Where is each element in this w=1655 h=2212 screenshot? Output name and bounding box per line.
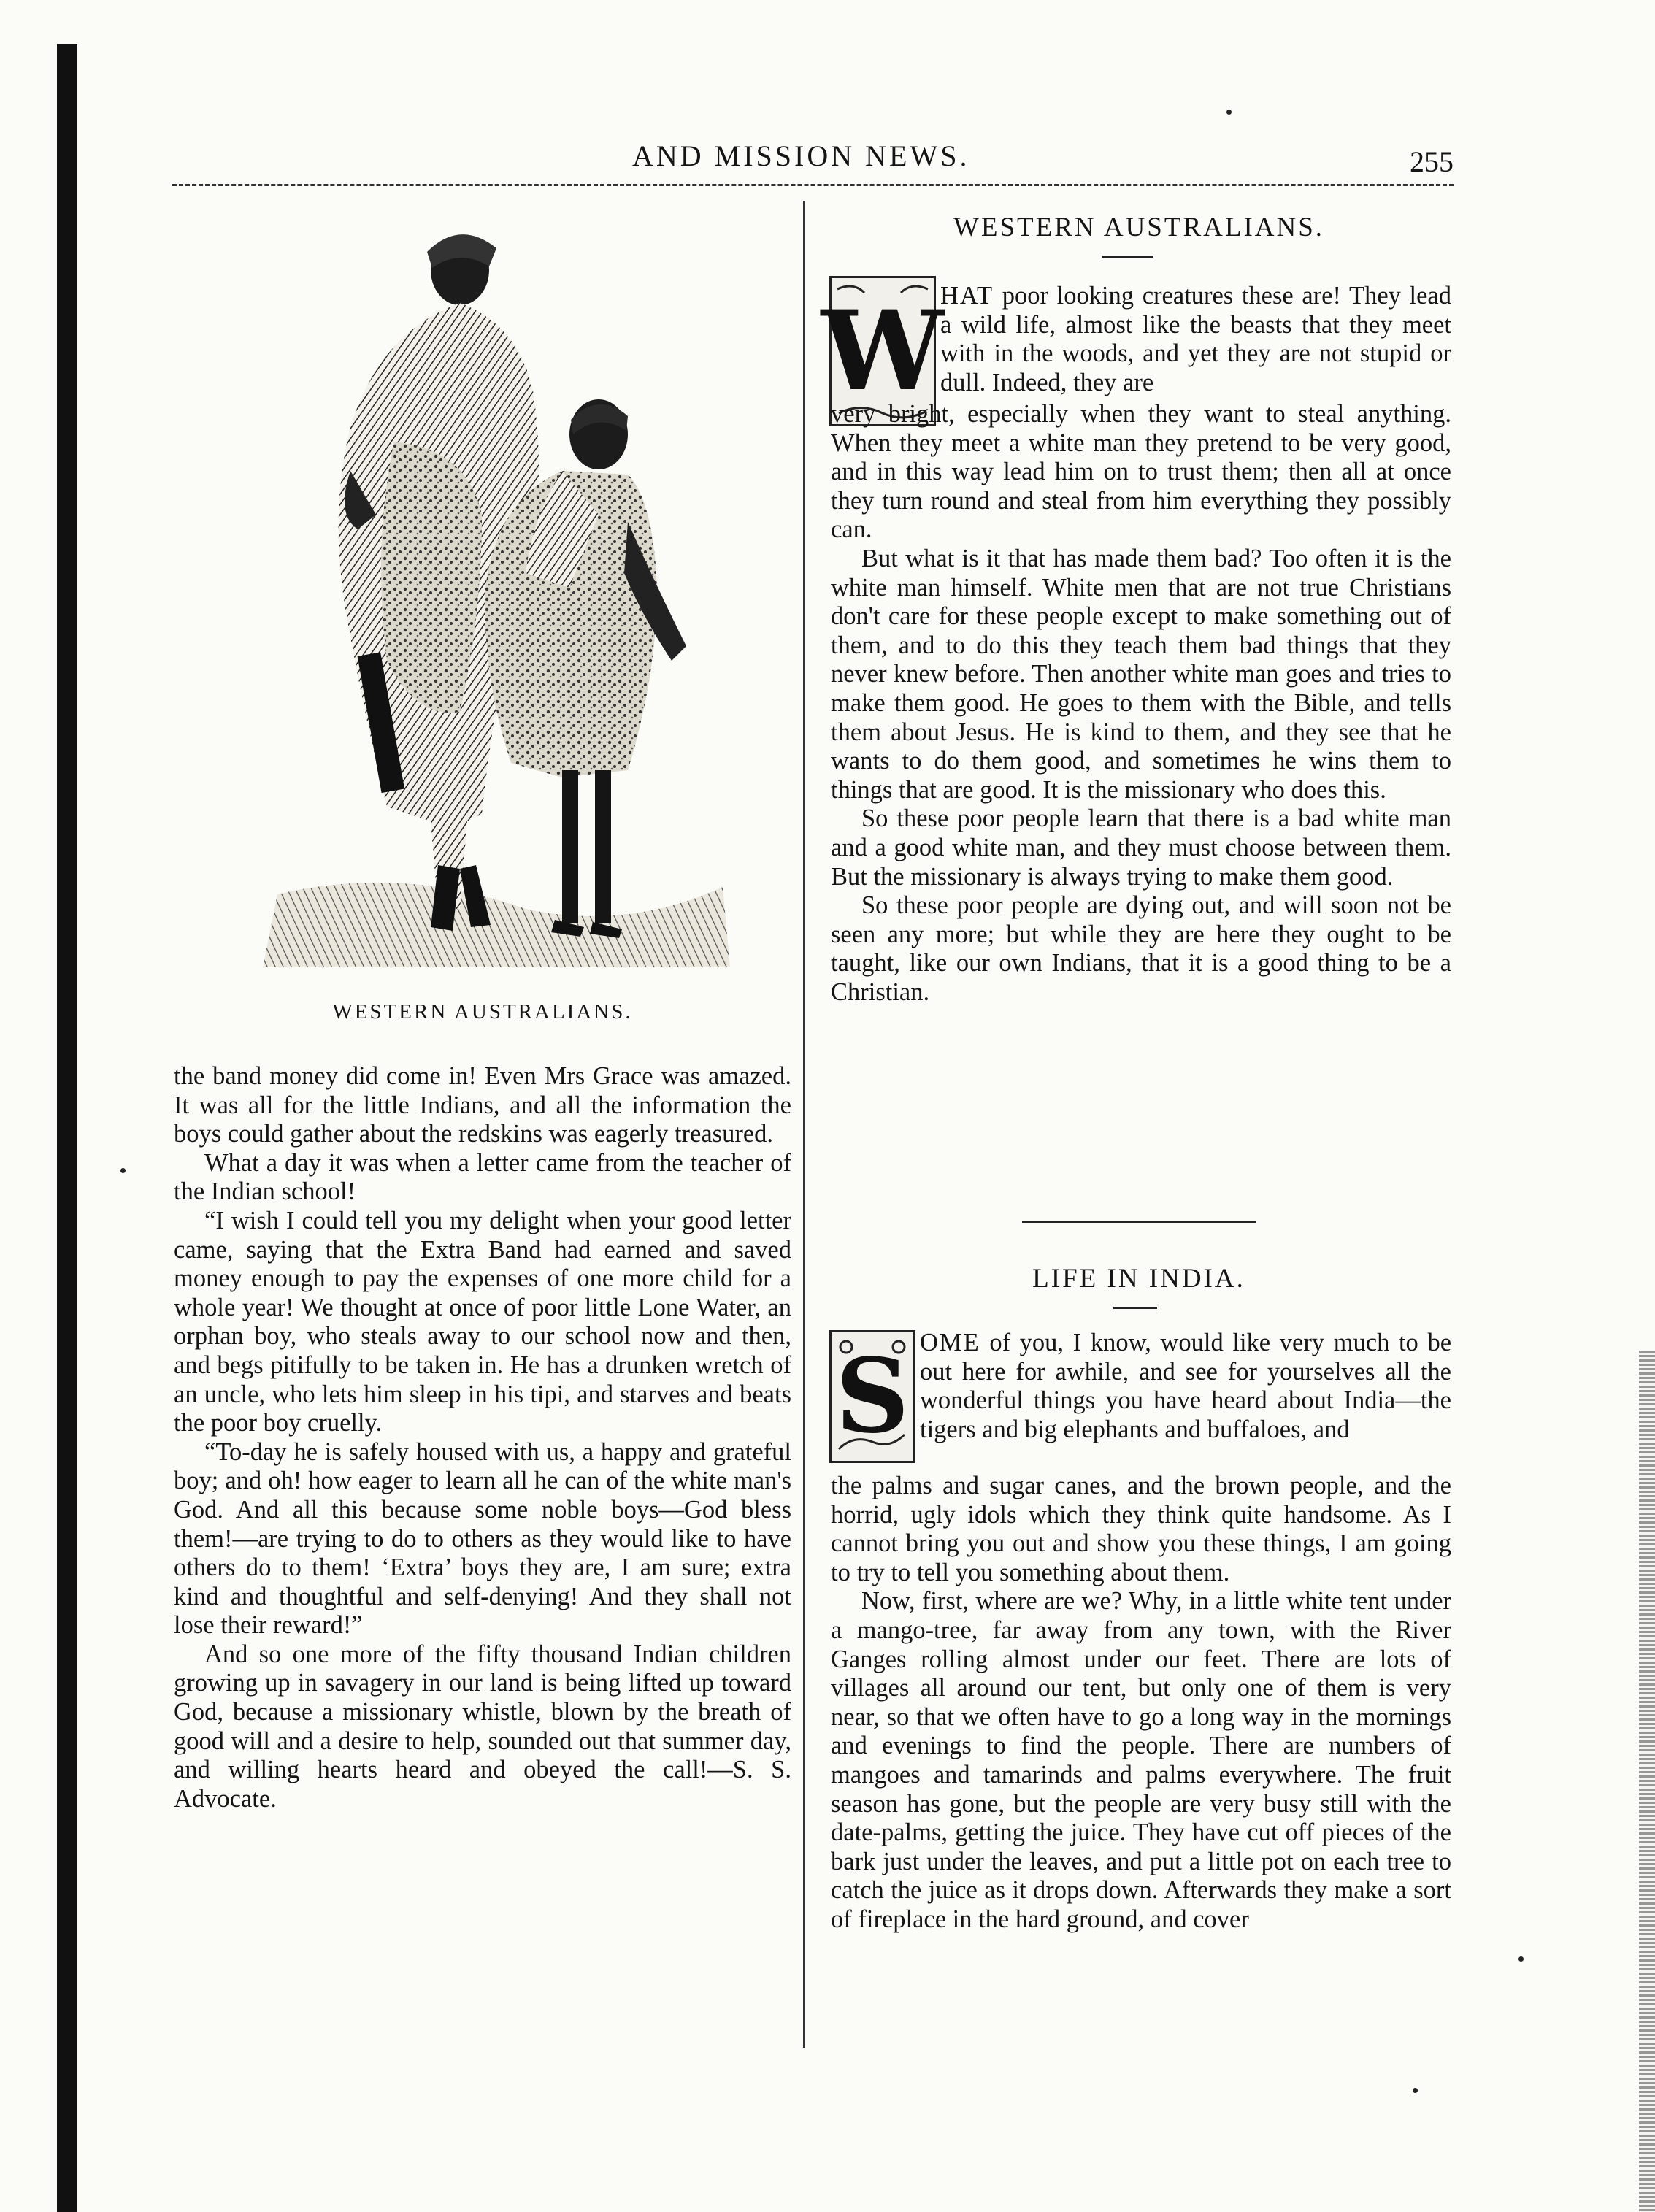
article-title: WESTERN AUSTRALIANS. [953, 212, 1325, 242]
article-opening [940, 282, 1451, 397]
paragraph: “I wish I could tell you my delight when your good letter came, saying that the Extra Band had earned and saved money enough to pay the expenses of one more child for a whole year! We thought at once of poor little Lone Water, an orphan boy, who steals away to our school now and then, and begs pitifully to be taken in. He has a drunken wretch of an uncle, who lets him sleep in his tipi, and starves and beats the poor boy cruelly. [174, 1206, 791, 1437]
opening-text: of you, I know, would like very much to be out here for awhile, and see for yourselves all the wonderful things you have heard about India—the tigers and big elephants and buffaloes, and [920, 1329, 1452, 1443]
drop-cap-letter: W [821, 287, 945, 415]
ink-speck [1518, 1956, 1524, 1962]
paragraph: But what is it that has made them bad? Too often it is the white man himself. White men that are not true Christians don't care for these people except to make something out of them, and to do this they teach them bad things that they never knew before. Then another white man goes and tries to make them good. He goes to them with the Bible, and tells them about Jesus. He is kind to them, and they see that he wants to do them good, and sometimes he wins them to things that are good. It is the missionary who does this. [831, 544, 1451, 804]
paragraph: And so one more of the fifty thousand Indian children growing up in savagery in our land is being lifted up toward God, because a missionary whistle, blown by the breath of good will and a desire to help, sounded out that summer day, and willing hearts heard and obeyed the call!—S. S. Advocate. [174, 1640, 791, 1813]
paragraph: So these poor people learn that there is a bad white man and a good white man, and they must choose between them. But the missionary is always trying to make them good. [831, 804, 1451, 891]
paragraph: So these poor people are dying out, and will soon not be seen any more; but while they are here they ought to be taught, like our own Indians, that it is a good thing to be a Christian. [831, 891, 1451, 1006]
engraving-illustration [219, 208, 759, 982]
opening-caps: OME [920, 1329, 980, 1356]
running-head: AND MISSION NEWS. [632, 139, 970, 172]
paragraph: very bright, especially when they want to steal anything. When they meet a white man they pretend to be very good, and in this way lead him on to trust them; then all at once they turn round and steal from him everything they possibly can. [831, 400, 1451, 544]
ornament-icon [832, 1332, 913, 1461]
drop-cap [829, 1330, 915, 1463]
binding-edge [57, 44, 77, 2212]
opening-text: poor looking creatures these are! They lead a wild life, almost like the beasts that they meet with in the woods, and yet they are not stupid or dull. Indeed, they are [940, 282, 1451, 396]
title-rule [1102, 256, 1153, 258]
article-opening [920, 1329, 1451, 1444]
paragraph: the palms and sugar canes, and the brown people, and the horrid, ugly idols which they think quite handsome. As I cannot bring you out and show you these things, I am going to try to tell you something about them. [831, 1472, 1451, 1586]
section-divider [1022, 1221, 1256, 1223]
article-body [831, 1472, 1451, 1935]
page-edge-shadow [1639, 1351, 1655, 2212]
opening-caps: HAT [940, 282, 994, 310]
title-rule [1113, 1307, 1157, 1309]
page-header [172, 139, 1454, 183]
paragraph: Now, first, where are we? Why, in a little white tent under a mango-tree, far away from any town, with the River Ganges rolling almost under our feet. There are lots of villages all around our tent, but only one of them is very near, so that we often have to go a long way in the mornings and evenings to find the people. There are numbers of mangoes and tamarinds and palms everywhere. The fruit season has gone, but the people are very busy still with the date-palms, getting the juice. They have cut off pieces of the bark just under the leaves, and put a little pot on each tree to catch the juice as it drops down. Afterwards they make a sort of fireplace in the hard ground, and cover [831, 1587, 1451, 1933]
paragraph: What a day it was when a letter came from the teacher of the Indian school! [174, 1148, 791, 1206]
page-number: 255 [1410, 145, 1454, 178]
figure-caption: WESTERN AUSTRALIANS. [332, 1000, 633, 1024]
drop-cap-letter: S [835, 1337, 910, 1456]
paragraph: the band money did come in! Even Mrs Grace was amazed. It was all for the little Indians, and all the information the boys could gather about the redskins was eagerly treasured. [174, 1062, 791, 1148]
header-rule [172, 184, 1454, 186]
ink-speck [1413, 2088, 1418, 2093]
column-divider [803, 201, 805, 2048]
left-column [174, 1062, 791, 1813]
article-body [831, 400, 1451, 1007]
ink-speck [120, 1168, 126, 1173]
paragraph: “To-day he is safely housed with us, a happy and grateful boy; and oh! how eager to learn all he can of the white man's God. And all this because some noble boys—God bless them!—are trying to do to others as they would like to have others do to them! ‘Extra’ boys they are, I am sure; extra kind and thoughtful and self-denying! And they shall not lose their reward!” [174, 1437, 791, 1640]
ink-speck [1226, 110, 1232, 115]
article-title: LIFE IN INDIA. [1032, 1264, 1245, 1294]
